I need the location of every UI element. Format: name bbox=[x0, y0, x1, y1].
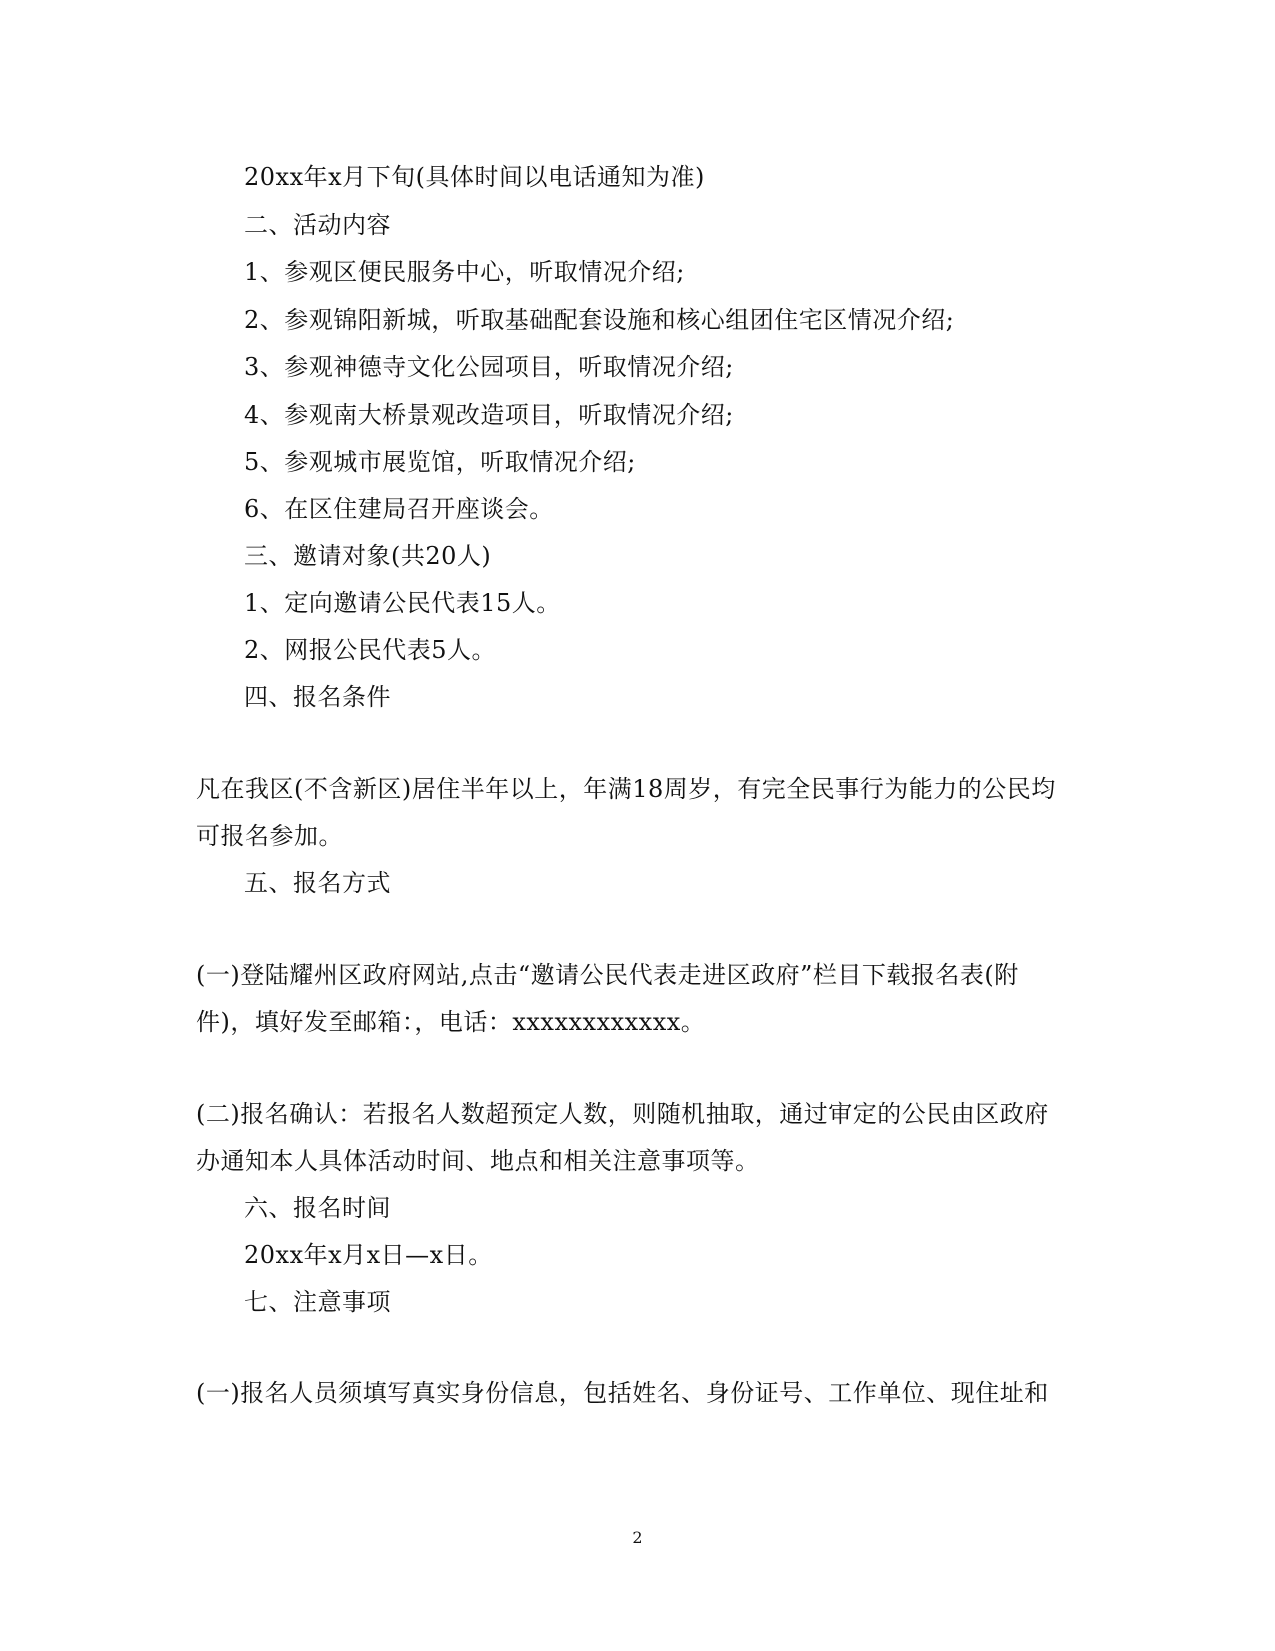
list-item: 2、网报公民代表5人。 bbox=[244, 636, 497, 664]
list-item: 1、定向邀请公民代表15人。 bbox=[244, 589, 561, 617]
section-heading-registration-method: 五、报名方式 bbox=[244, 869, 391, 897]
text-line-date-range: 20xx年x月x日—x日。 bbox=[244, 1241, 493, 1269]
paragraph-line: (一)登陆耀州区政府网站,点击“邀请公民代表走进区政府”栏目下载报名表(附 bbox=[196, 961, 1019, 989]
paragraph-line: 可报名参加。 bbox=[196, 822, 343, 850]
list-item: 1、参观区便民服务中心，听取情况介绍; bbox=[244, 258, 685, 286]
paragraph-line: (一)报名人员须填写真实身份信息，包括姓名、身份证号、工作单位、现住址和 bbox=[196, 1379, 1049, 1407]
paragraph-line: (二)报名确认：若报名人数超预定人数，则随机抽取，通过审定的公民由区政府 bbox=[196, 1100, 1049, 1128]
section-heading-invitees: 三、邀请对象(共20人) bbox=[244, 542, 492, 570]
section-heading-activity-content: 二、活动内容 bbox=[244, 211, 391, 239]
paragraph-line: 凡在我区(不含新区)居住半年以上，年满18周岁，有完全民事行为能力的公民均 bbox=[196, 775, 1056, 803]
paragraph-line: 件)，填好发至邮箱：，电话：xxxxxxxxxxxx。 bbox=[196, 1008, 706, 1036]
text-line-time: 20xx年x月下旬(具体时间以电话通知为准) bbox=[244, 163, 705, 191]
list-item: 6、在区住建局召开座谈会。 bbox=[244, 495, 554, 523]
list-item: 4、参观南大桥景观改造项目，听取情况介绍; bbox=[244, 401, 734, 429]
page-number: 2 bbox=[632, 1528, 643, 1547]
section-heading-registration-conditions: 四、报名条件 bbox=[244, 683, 391, 711]
list-item: 2、参观锦阳新城，听取基础配套设施和核心组团住宅区情况介绍; bbox=[244, 306, 955, 334]
list-item: 5、参观城市展览馆，听取情况介绍; bbox=[244, 448, 636, 476]
section-heading-registration-time: 六、报名时间 bbox=[244, 1194, 391, 1222]
list-item: 3、参观神德寺文化公园项目，听取情况介绍; bbox=[244, 353, 734, 381]
section-heading-notes: 七、注意事项 bbox=[244, 1288, 391, 1316]
paragraph-line: 办通知本人具体活动时间、地点和相关注意事项等。 bbox=[196, 1147, 760, 1175]
